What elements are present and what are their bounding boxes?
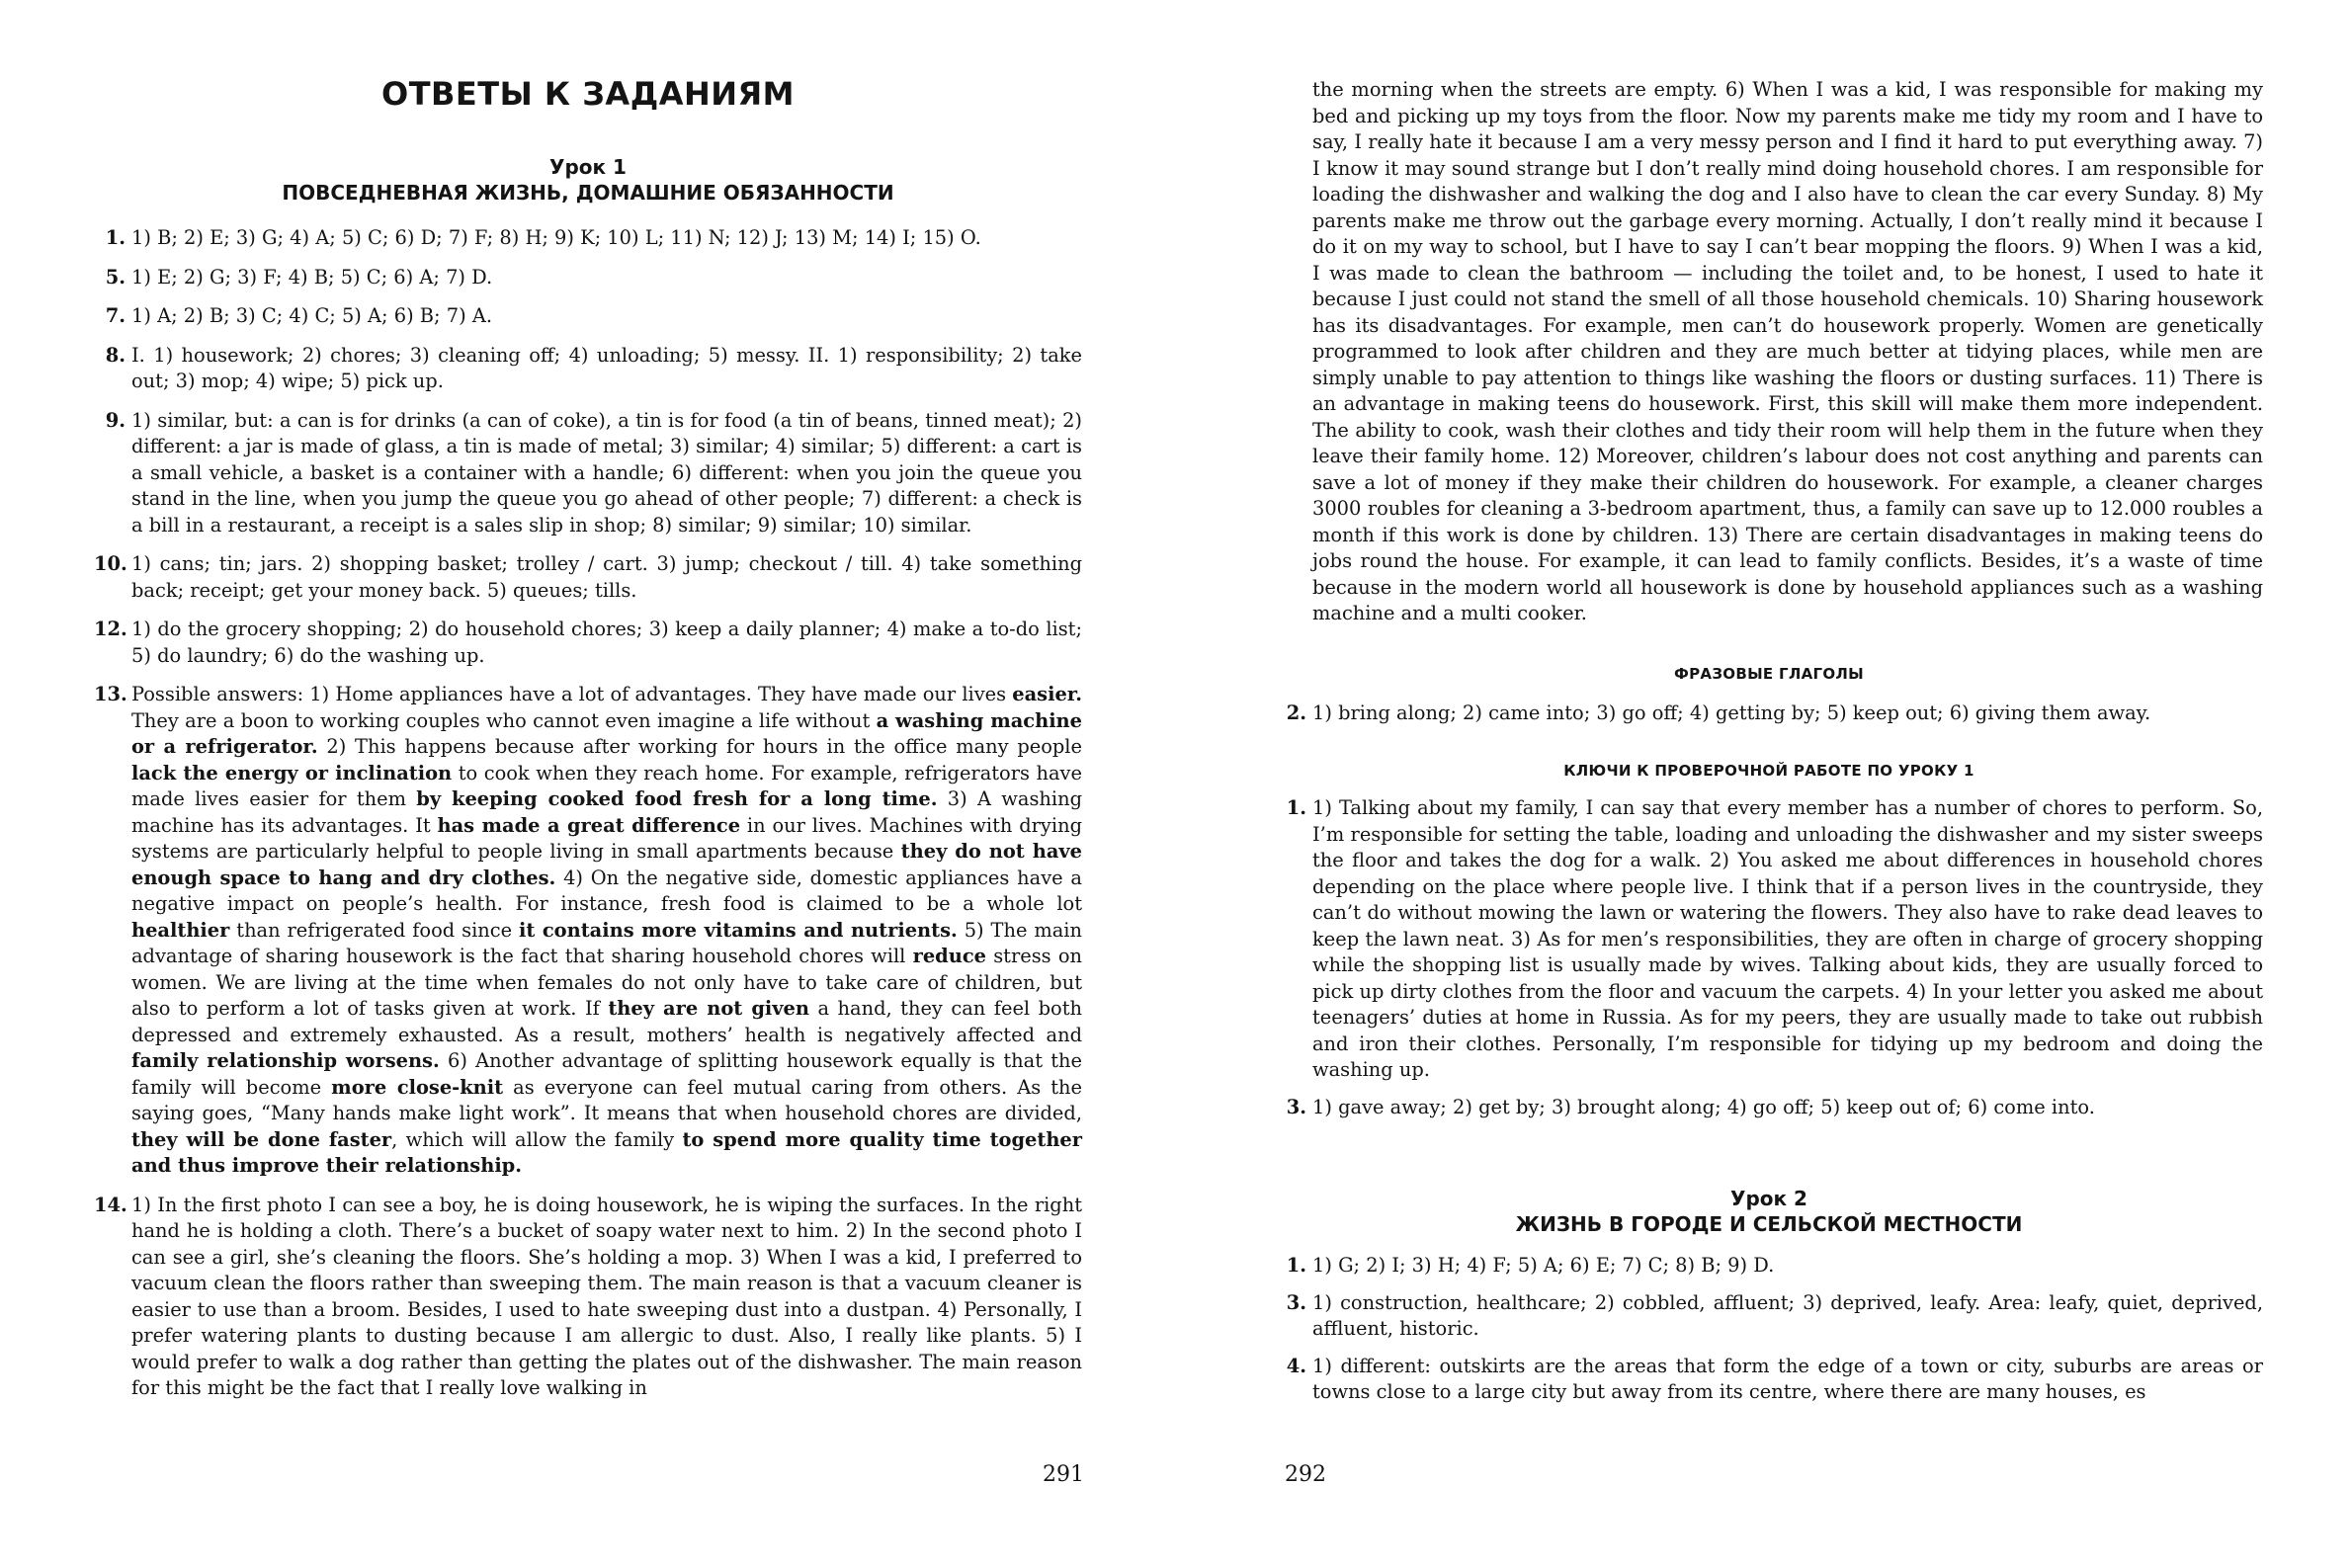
answer-text: 1) A; 2) B; 3) C; 4) C; 5) A; 6) B; 7) A. [131,304,492,327]
right-page [1275,0,2263,1406]
answer-number: 10. [94,552,127,575]
lesson-topic: ПОВСЕДНЕВНАЯ ЖИЗНЬ, ДОМАШНИЕ ОБЯЗАННОСТИ [282,181,894,205]
lesson2-answer-list [1275,1253,2263,1406]
lesson2-topic: ЖИЗНЬ В ГОРОДЕ И СЕЛЬСКОЙ МЕСТНОСТИ [1515,1212,2023,1236]
answer-item [1275,1253,2263,1279]
page-number-right: 292 [1285,1462,1326,1487]
answer-number: 13. [94,683,127,705]
page-title: ОТВЕТЫ К ЗАДАНИЯМ [380,75,795,113]
answer-number: 4. [1286,1354,1306,1377]
answer-text: 1) B; 2) E; 3) G; 4) A; 5) C; 6) D; 7) F; 8) H; 9) K; 10) L; 11) N; 12) J; 13) M; 14) I; 15) O. [131,226,981,249]
answer-item [94,343,1082,395]
answer-item [94,682,1082,1180]
answer-number: 2. [1286,701,1306,724]
answer-number: 7. [105,304,126,327]
test-answer-list [1275,795,2263,1120]
answer-number: 5. [105,265,126,289]
answer-text: 1) G; 2) I; 3) H; 4) F; 5) A; 6) E; 7) C; 8) B; 9) D. [1312,1254,1775,1277]
answer-text: Possible answers: 1) Home appliances have a lot of advantages. They have made our lives easier. They are a boon to working couples who cannot even imagine a life without a washing machine or a refrigerator. 2) This happens because after working for hours in the office many people lack the energy or inclination to cook when they reach home. For example, refrigerators have made lives easier for them by keeping cooked food fresh for a long time. 3) A washing machine has its advantages. It has made a great difference in our lives. Machines with drying systems are particularly helpful to people living in small apartments because they do not have enough space to hang and dry clothes. 4) On the negative side, domestic appliances have a negative impact on people’s health. For instance, fresh food is claimed to be a whole lot healthier than refrigerated food since it contains more vitamins and nutrients. 5) The main advantage of sharing housework is the fact that sharing household chores will reduce stress on women. We are living at the time when females do not only have to take care of children, but also to perform a lot of tasks given at work. If they are not given a hand, they can feel both depressed and extremely exhausted. As a result, mothers’ health is negatively affected and family relationship worsens. 6) Another advantage of splitting housework equally is that the family will become more close-knit as everyone can feel mutual caring from others. As the saying goes, “Many hands make light work”. It means that when household chores are divided, they will be done faster, which will allow the family to spend more quality time together and thus improve their relationship. [131,683,1082,1177]
answer-number: 3. [1286,1095,1306,1118]
answer-number: 12. [94,618,127,640]
answer-item [94,303,1082,330]
lesson-label: Урок 1 [549,155,627,179]
answer-text: 1) different: outskirts are the areas that form the edge of a town or city, suburbs are areas or towns close to a large city but away from its centre, where there are many houses, es [1312,1354,2263,1403]
answer-item [1275,1095,2263,1121]
continued-answer-text: the morning when the streets are empty. 6) When I was a kid, I was responsible for making my bed and picking up my toys from the floor. Now my parents make me tidy my room and I have to say, I really hate it because I am a very messy person and I find it hard to put everything away. 7) I know it may sound strange but I don’t really mind doing household chores. I am responsible for loading the dishwasher and walking the dog and I also have to clean the car every Sunday. 8) My parents make me throw out the garbage every morning. Actually, I don’t really mind it because I do it on my way to school, but I have to say I can’t bear mopping the floors. 9) When I was a kid, I was made to clean the bathroom — including the toilet and, to be honest, I used to hate it because I just could not stand the smell of all those household chemicals. 10) Sharing housework has its disadvantages. For example, men can’t do housework properly. Women are genetically programmed to look after children and they are much better at tidying places, while men are simply unable to pay attention to things like washing the floors or dusting surfaces. 11) There is an advantage in making teens do housework. First, this skill will make them more independent. The ability to cook, wash their clothes and tidy their room will help them in the future when they leave their family home. 12) Moreover, children’s labour does not cost anything and parents can save a lot of money if they make their children do housework. For example, a cleaner charges 3000 roubles for cleaning a 3-bedroom apartment, thus, a family can save up to 12.000 roubles a month if this work is done by children. 13) There are certain disadvantages in making teens do jobs round the house. For example, it can lead to family conflicts. Besides, it’s a waste of time because in the modern world all housework is done by household appliances such as a washing machine and a multi cooker. [1312,78,2263,624]
answer-item [94,551,1082,604]
answer-text: 1) Talking about my family, I can say that every member has a number of chores to perform. So, I’m responsible for setting the table, loading and unloading the dishwasher and my sister sweeps the floor and takes the dog for a walk. 2) You asked me about differences in household chores depending on the place where people live. I think that if a person lives in the countryside, they can’t do without mowing the lawn or watering the flowers. They also have to rake dead leaves to keep the lawn neat. 3) As for men’s responsibilities, they are often in charge of grocery shopping while the shopping list is usually made by wives. Talking about kids, they are usually forced to pick up dirty clothes from the floor and vacuum the carpets. 4) In your letter you asked me about teenagers’ duties at home in Russia. As for my peers, they are usually made to take out rubbish and iron their clothes. Personally, I’m responsible for tidying up my bedroom and doing the washing up. [1312,796,2263,1081]
test-key-heading: КЛЮЧИ К ПРОВЕРОЧНОЙ РАБОТЕ ПО УРОКУ 1 [1563,762,1974,780]
answer-item [94,617,1082,669]
left-page [94,0,1082,1402]
answer-item [94,265,1082,291]
answer-text: 1) bring along; 2) came into; 3) go off; 4) getting by; 5) keep out; 6) giving them away. [1312,701,2151,724]
answer-number: 9. [105,408,126,432]
answer-number: 1. [105,226,126,249]
answer-item [94,1193,1082,1402]
answer-number: 3. [1286,1290,1306,1314]
answer-text: 1) cans; tin; jars. 2) shopping basket; trolley / cart. 3) jump; checkout / till. 4) take something back; receipt; get your money back. 5) queues; tills. [131,552,1082,602]
answer-text: 1) construction, healthcare; 2) cobbled, affluent; 3) deprived, leafy. Area: leafy, quiet, deprived, affluent, historic. [1312,1290,2263,1340]
phrasal-answer-list [1275,701,2263,727]
lesson-heading [94,154,1082,206]
answer-item [1275,1354,2263,1406]
phrasal-verbs-heading: ФРАЗОВЫЕ ГЛАГОЛЫ [1673,664,1865,683]
answer-number: 1. [1286,1254,1306,1277]
page-number-left: 291 [1043,1462,1084,1487]
answer-text: 1) similar, but: a can is for drinks (a can of coke), a tin is for food (a tin of beans, tinned meat); 2) different: a jar is made of glass, a tin is made of metal; 3) similar; 4) similar; 5) different: a cart is a small vehicle, a basket is a container with a handle; 6) different: when you join the queue you stand in the line, when you jump the queue you go ahead of other people; 7) different: a check is a bill in a restaurant, a receipt is a sales slip in shop; 8) similar; 9) similar; 10) similar. [131,408,1082,536]
answer-text: 1) E; 2) G; 3) F; 4) B; 5) C; 6) A; 7) D. [131,265,493,289]
answer-text: 1) do the grocery shopping; 2) do household chores; 3) keep a daily planner; 4) make a to-do list; 5) do laundry; 6) do the washing up. [131,618,1082,667]
lesson2-label: Урок 2 [1730,1187,1807,1210]
answer-number: 1. [1286,796,1306,819]
answer-list [94,225,1082,1402]
lesson2-heading [1275,1186,2263,1237]
answer-text: 1) gave away; 2) get by; 3) brought along; 4) go off; 5) keep out of; 6) come into. [1312,1095,2095,1118]
answer-number: 8. [105,343,126,367]
answer-item [1275,795,2263,1084]
answer-item [1275,1290,2263,1343]
answer-text: 1) In the first photo I can see a boy, he is doing housework, he is wiping the surfaces. In the right hand he is holding a cloth. There’s a bucket of soapy water next to him. 2) In the second photo I can see a girl, she’s cleaning the floors. She’s holding a mop. 3) When I was a kid, I preferred to vacuum clean the floors rather than sweeping them. The main reason is that a vacuum cleaner is easier to use than a broom. Besides, I used to hate sweeping dust into a dustpan. 4) Personally, I prefer watering plants to dusting because I am allergic to dust. Also, I really like plants. 5) I would prefer to walk a dog rather than getting the plates out of the dishwasher. The main reason for this might be the fact that I really love walking in [131,1193,1082,1399]
answer-item [94,225,1082,252]
answer-item [94,408,1082,539]
answer-text: I. 1) housework; 2) chores; 3) cleaning off; 4) unloading; 5) messy. II. 1) responsibility; 2) take out; 3) mop; 4) wipe; 5) pick up. [131,343,1082,392]
answer-number: 14. [94,1193,127,1216]
answer-item [1275,701,2263,727]
